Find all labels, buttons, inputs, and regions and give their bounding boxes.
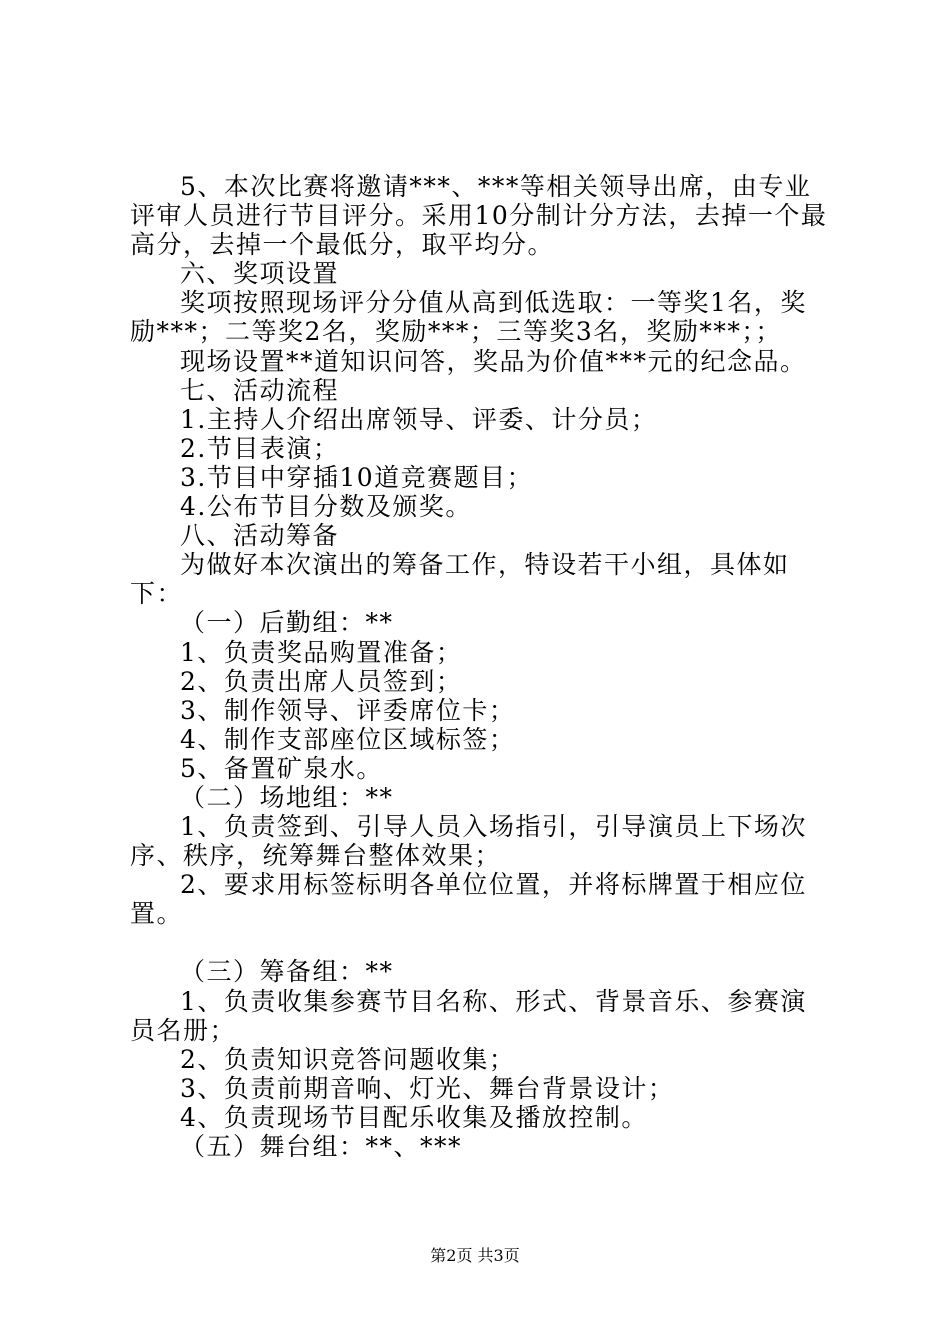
paragraph-groups-intro: 为做好本次演出的筹备工作，特设若干小组，具体如下： [130, 550, 790, 609]
subheading-stage: （五）舞台组：**、*** [180, 1132, 463, 1161]
list-item: 4.公布节目分数及颁奖。 [180, 492, 472, 522]
list-item: 4、制作支部座位区域标签； [180, 724, 516, 754]
subheading-preparation-group: （三）筹备组：** [180, 957, 394, 987]
list-item: 2.节目表演； [180, 433, 340, 463]
document-body [130, 172, 830, 1161]
list-item: 2、负责出席人员签到； [180, 666, 463, 696]
list-item: 1、负责收集参赛节目名称、形式、背景音乐、参赛演员名册； [130, 986, 807, 1045]
list-item: 3.节目中穿插10道竞赛题目； [180, 462, 534, 492]
list-item: 1、负责签到、引导人员入场指引，引导演员上下场次序、秩序，统筹舞台整体效果； [130, 812, 807, 871]
paragraph-awards: 奖项按照现场评分分值从高到低选取：一等奖1名，奖励***；二等奖2名，奖励***；三等奖3名，奖励***；； [130, 288, 807, 347]
heading-preparation: 八、活动筹备 [180, 521, 340, 551]
paragraph-judging: 5、本次比赛将邀请***、***等相关领导出席，由专业评审人员进行节目评分。采用10分制计分方法，去掉一个最高分，去掉一个最低分，取平均分。 [130, 172, 828, 260]
list-item: 3、负责前期音响、灯光、舞台背景设计； [180, 1073, 675, 1103]
paragraph-quiz-prizes: 现场设置**道知识问答，奖品为价值***元的纪念品。 [180, 346, 807, 376]
list-item: 2、负责知识竞答问题收集； [180, 1044, 516, 1074]
list-item: 3、制作领导、评委席位卡； [180, 695, 516, 725]
heading-awards: 六、奖项设置 [180, 259, 340, 289]
list-item: 4、负责现场节目配乐收集及播放控制。 [180, 1102, 648, 1132]
subheading-logistics: （一）后勤组：** [180, 608, 394, 638]
page-number-footer: 第2页 共3页 [430, 1246, 520, 1265]
list-item: 2、要求用标签标明各单位位置，并将标牌置于相应位置。 [130, 870, 807, 929]
list-item: 1、负责奖品购置准备； [180, 637, 463, 667]
subheading-venue: （二）场地组：** [180, 782, 394, 812]
list-item: 1.主持人介绍出席领导、评委、计分员； [180, 404, 658, 434]
list-item: 5、备置矿泉水。 [180, 753, 383, 783]
heading-process: 七、活动流程 [180, 375, 340, 405]
blank-line [130, 928, 830, 957]
